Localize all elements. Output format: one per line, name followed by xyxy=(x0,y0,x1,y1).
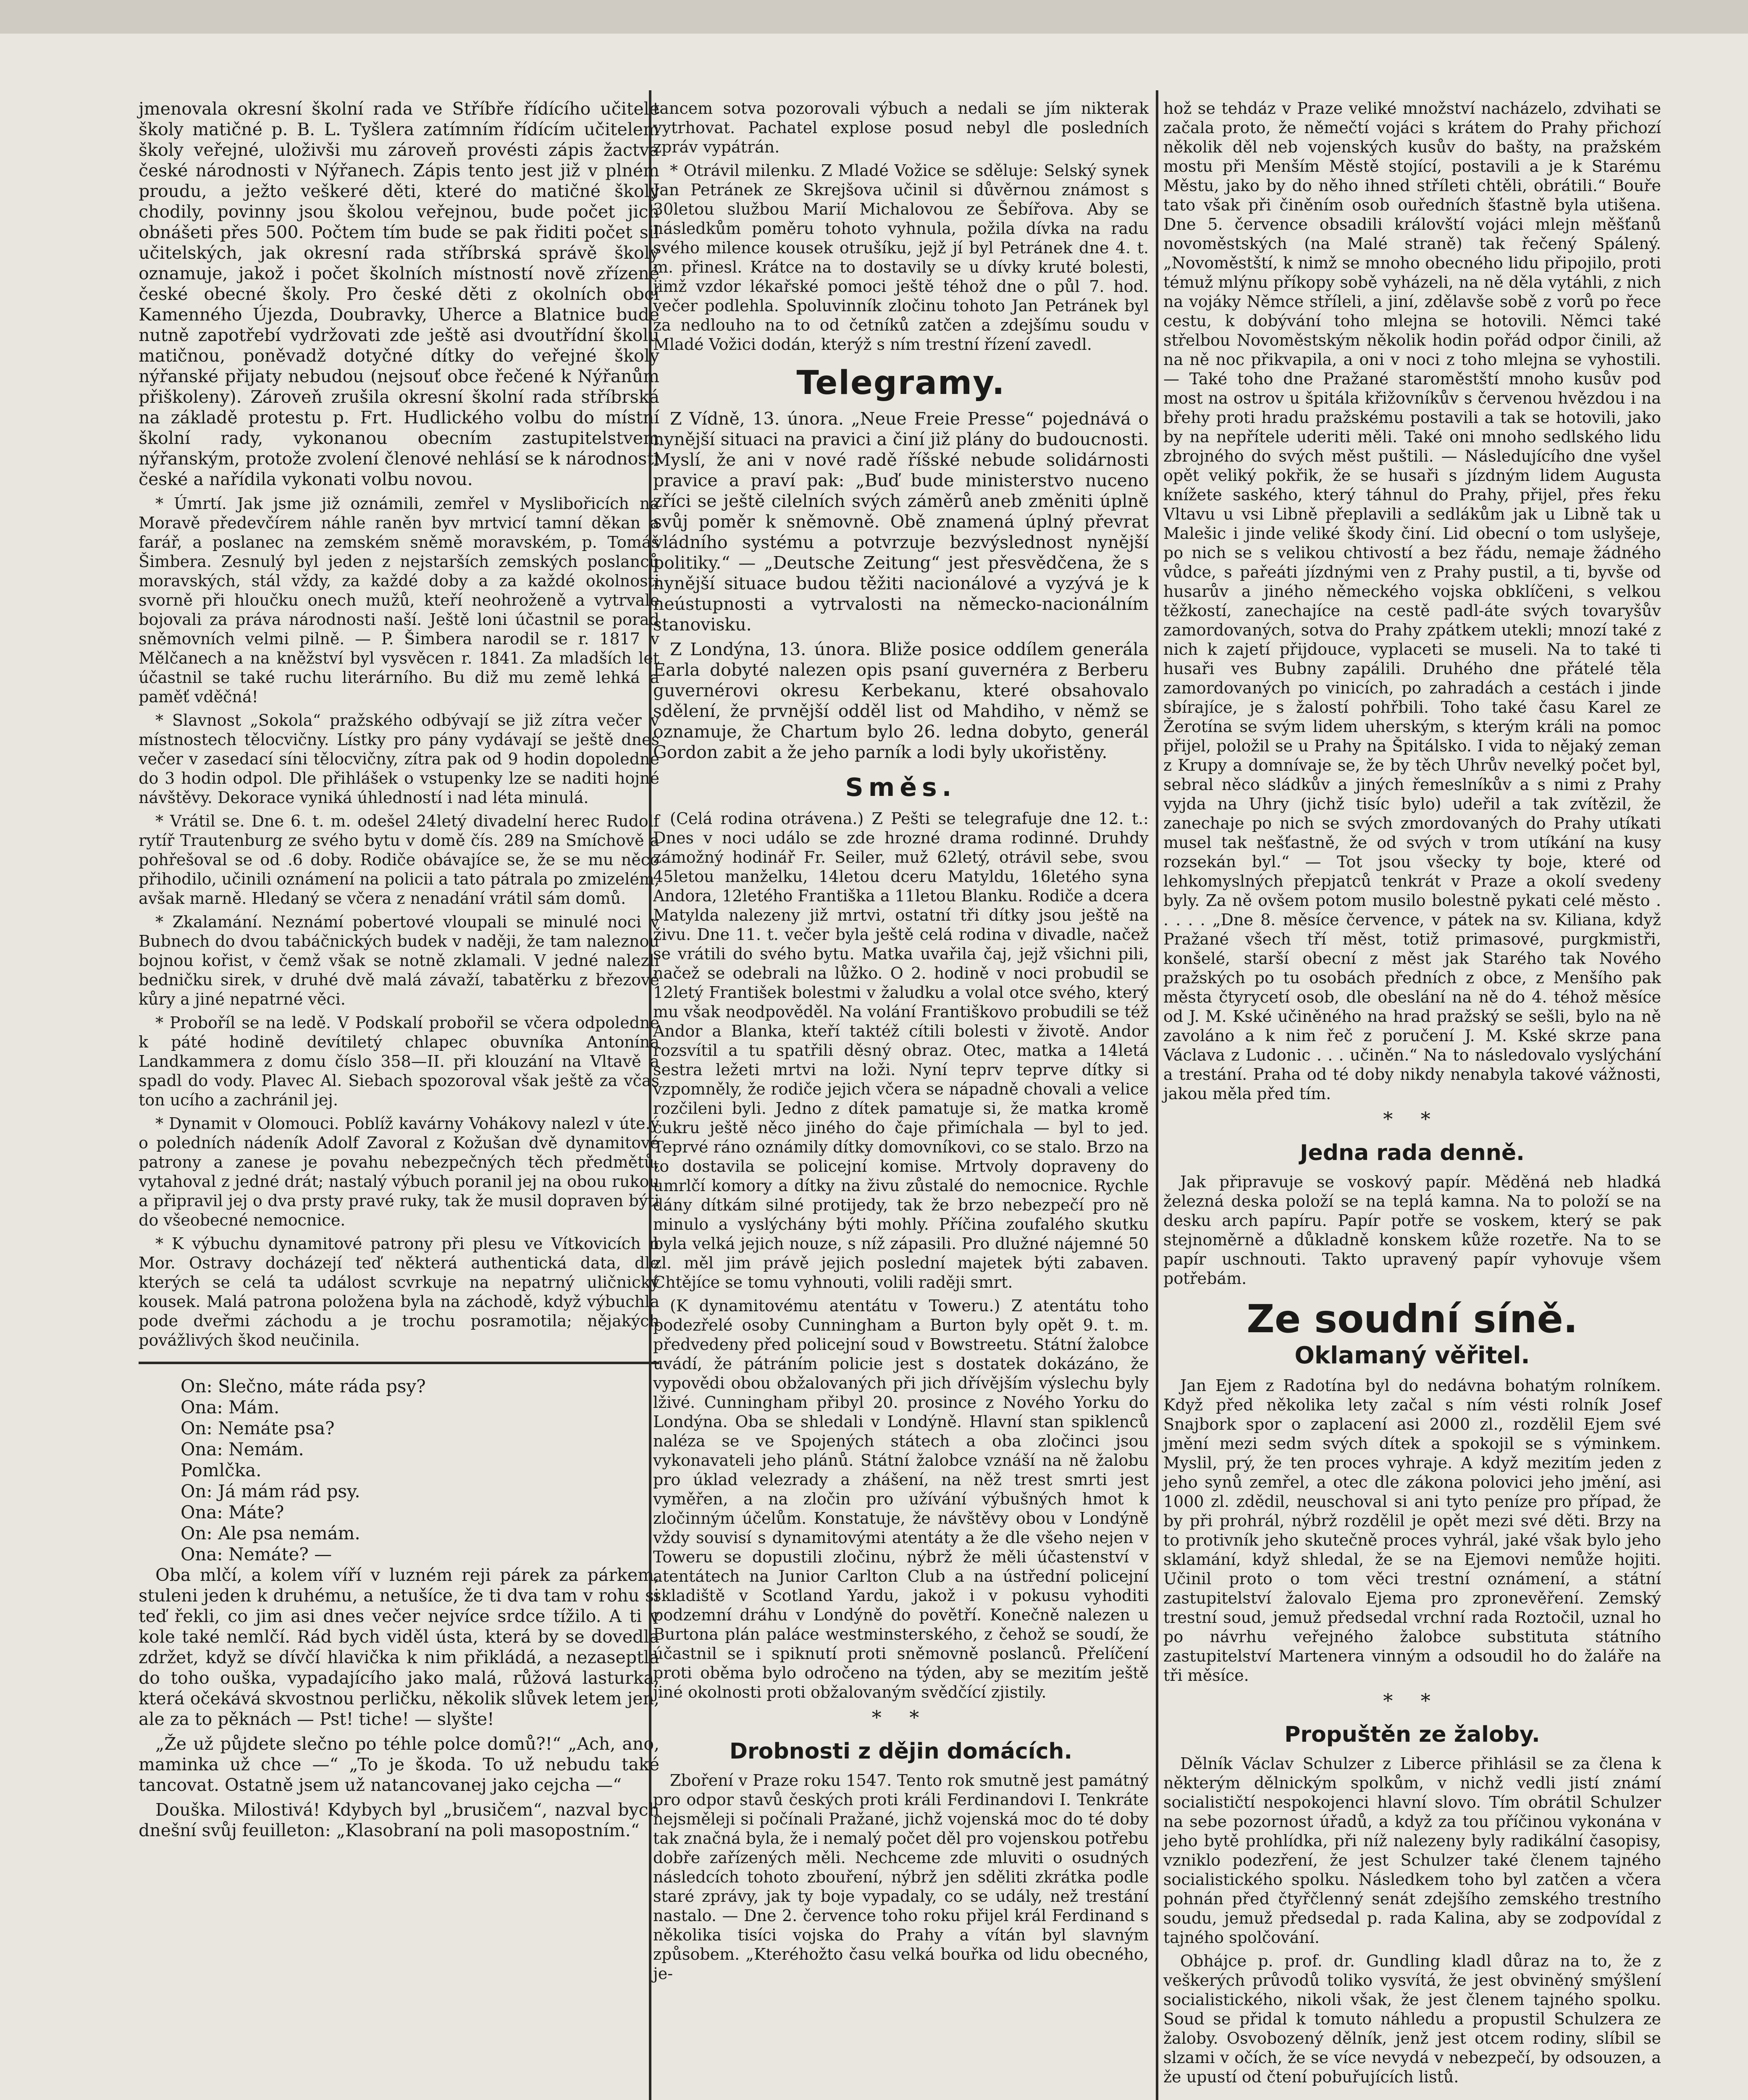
dialog-line: Ona: Mám. xyxy=(181,1397,280,1418)
column-1 xyxy=(139,99,659,1845)
article-propusten: Obhájce p. prof. dr. Gundling kladl důraz na to, že z veškerých průvodů toliko vysvítá, že jest obviněný smýšlení socialistického, nikoli však, že jest členem tajného spolku. Soud se přidal k tomuto náhledu a propustil Schulzera ze žaloby. Osvobozený dělník, jenž jest otcem rodiny, slíbil se slzami v očích, že se více nevydá v nebezpečí, by odsouzen, a že upustí od čtení pobuřujících listů. xyxy=(1163,1952,1661,2086)
feuilleton-paragraph: „Že už půjdete slečno po téhle polce domů?!“ „Ach, ano, maminka už chce —“ „To je škoda. To už nebudu také tancovat. Ostatně jsem už natancovanej jako cejcha —“ xyxy=(139,1734,659,1795)
dialog-line: Ona: Máte? xyxy=(181,1502,284,1522)
section-heading-jedna-rada: Jedna rada denně. xyxy=(1300,1140,1525,1166)
article-rodina-otravena: (Celá rodina otrávena.) Z Pešti se telegrafuje dne 12. t.: Dnes v noci událo se zde hrozné drama rodinné. Druhdy zámožný hodinář Fr. Seiler, muž 62letý, otrávil sebe, svou 45letou manželku, 14letou dceru Matyldu, 16letého syna Andora, 12letého Františka a 11letou Blanku. Rodiče a dcera Matylda nalezeny již mrtvi, ostatní tři dítky jsou ještě na živu. Dne 11. t. večer byla ještě celá rodina v divadle, načež se vrátili do svého bytu. Matka uvařila čaj, jejž všichni pili, načež se odebrali na lůžko. O 2. hodině v noci probudil se 12letý František bolestmi v žaludku a volal otce svého, který mu však neodpověděl. Na volání Františkovo probudili se též Andor a Blanka, kteří taktéž cítili bolesti v životě. Andor rozsvítil a tu spatřili děsný obraz. Otec, matka a 14letá sestra ležeti mrtvi na loži. Nyní teprv teprve dítky si vzpomněly, že rodiče jejich včera se nápadně chovali a velice rozčileni byli. Jedno z dítek pamatuje si, že matka kromě cukru ještě něco jiného do čaje přimíchala — byl to jed. Teprvé ráno oznámily dítky domovníkovi, co se stalo. Brzo na to dostavila se policejní komise. Mrtvoly dopraveny do umrlčí komory a dítky na živu zůstalé do nemocnice. Rychle dány dítkám silné protijedy, tak že brzo nebezpečí pro ně minulo a vyslýchány býti mohly. Příčina zoufalého skutku byla velká jejich nouze, s níž zápasili. Pro dlužné nájemné 50 zl. měl jim právě jejich poslední majetek býti zabaven. Chtějíce se tomu vyhnouti, volili raději smrt. xyxy=(653,809,1149,1292)
article-zboreni: Zboření v Praze roku 1547. Tento rok smutně jest památný pro odpor stavů českých proti králi Ferdinandovi I. Tenkráte nejsměleji si počínali Pražané, jichž vojenská moc do té doby tak značná byla, že i nemalý počet děl pro vojenskou potřebu dobře zařízených měli. Nechceme zde mluviti o osudných následcích tohoto zbouření, nýbrž jen sděliti zkrátka podle staré zprávy, jak ty boje vypadaly, co se udály, než trestání nastalo. — Dne 2. července toho roku přijel král Ferdinand s několika tisíci vojska do Prahy a vítán byl slavným způsobem. „Kteréhožto času velká bouřka od lidu obecného, je- xyxy=(653,1771,1149,1983)
separator-stars: * * xyxy=(871,1706,930,1729)
article-zklamani: * Zkalamání. Neznámí pobertové vloupali se minulé noci v Bubnech do dvou tabáčnických budek v naději, že tam naleznou bojnou kořist, v čemž však se notně zklamali. V jedné nalezli bedničku sirek, v druhé dvě malá závaží, tabatěrku z březové kůry a jiné nepatrné věci. xyxy=(139,913,659,1008)
dialog-line: On: Já mám rád psy. xyxy=(181,1481,360,1502)
dialog-line: Ona: Nemám. xyxy=(181,1439,304,1460)
column-3 xyxy=(1163,99,1661,2091)
article-sokol: * Slavnost „Sokola“ pražského odbývají se již zítra večer v místnostech tělocvičny. Lístky pro pány vydávají se ještě dnes večer v zasedací síni tělocvičny, zítra pak od 9 hodin dopoledne do 3 hodin odpol. Dle přihlášek o vstupenky lze se naditi hojné návštěvy. Dekorace vyniká úhledností i nad léta minulá. xyxy=(139,711,659,807)
section-heading-soudni-sin: Ze soudní síně. xyxy=(1247,1297,1578,1341)
section-divider xyxy=(139,1362,659,1364)
dialog-line: On: Nemáte psa? xyxy=(181,1418,335,1438)
section-heading-drobnosti: Drobnosti z dějin domácích. xyxy=(729,1739,1073,1764)
column-divider xyxy=(1156,90,1158,2100)
page-top-edge xyxy=(0,0,1748,34)
article-paragraph: tancem sotva pozorovali výbuch a nedali se jím nikterak vytrhovat. Pachatel explose posud nebyl dle posledních zpráv vypátrán. xyxy=(653,99,1149,156)
section-heading-telegramy: Telegramy. xyxy=(796,364,1005,402)
telegram-vienna: Z Vídně, 13. února. „Neue Freie Presse“ pojednává o nynější situaci na pravici a činí již plány do budoucnosti. Myslí, že ani v nové radě říšské nebude solidárnosti pravice a praví pak: „Buď bude ministerstvo nuceno zříci se ještě cilelních svých záměrů aneb změniti úplně svůj poměr k sněmovně. Obě znamená úplný převrat vládního systému a potvrzuje bezvýslednost nynější politiky.“ — „Deutsche Zeitung“ jest přesvědčena, že s nynější situace budou těžiti nacionálové a vyzývá je k neústupnosti a vytrvalosti na německo-nacionálním stanovisku. xyxy=(653,409,1149,635)
column-2 xyxy=(653,99,1149,1987)
article-umrti: * Úmrtí. Jak jsme již oznámili, zemřel v Myslibořicích na Moravě předevčírem náhle raněn byv mrtvicí tamní děkan a farář, a poslanec na zemském sněmě moravském, p. Tomáš Šimbera. Zesnulý byl jeden z nejstarších zemských poslanců moravských, stál vždy, za každé doby a za každé okolnosti svorně při hloučku onech mužů, kteří neohroženě a vytrvale bojovali za práva národnosti naší. Ještě loni účastnil se porad sněmovních velmi pilně. — P. Šimbera narodil se r. 1817 v Mělčanech a na kněžství byl vysvěcen r. 1841. Za mladších let účastnil se také ruchu literárního. Bu diž mu země lehká a paměť vděčná! xyxy=(139,494,659,706)
article-paragraph: hož se tehdáz v Praze veliké množství nacházelo, zdvihati se začala proto, že němečtí vojáci s krátem do Prahy přichozí několik děl neb vojenských kusův do bašty, na pražském mostu při Menším Městě stojící, postavili a je k Starému Městu, jako by do něho ihned stříleti chtěli, obrátili.“ Bouře tato však při činěním osob ouředních šťastně byla utišena. Dne 5. července obsadili královští vojáci mlejn měšťanů novoměstských (na Malé straně) tak řečený Spálený. „Novoměstští, k nimž se mnoho obecného lidu připojilo, proti témuž mlýnu příkopy sobě vyházeli, na ně děla vytáhli, z nich na vojáky Němce stříleli, a jiní, zdělavše sobě z vorů po řece cestu, k dobývání toho mlejna se hotovili. Němci také střelbou Novoměstským několik hodin pořád odpor činili, až na ně noc přikvapila, a oni v noci z toho mlejna se vyhostili. — Také toho dne Pražané staroměstští mnoho kusův pod most na ostrov u špitála křižovníkův s červenou hvězdou i na břehy proti hradu pražskému postavili a tak se hotovili, jako by na nepřítele uderiti měli. Také oni mnoho sedlského lidu zbrojného do svých měst puštili. — Následujícího dne vyšel opět veliký pokřik, že se husaři s jízdným lidem Augusta knížete saského, který táhnul do Prahy, přijel, přes řeku Vltavu u vsi Libně přeplavili a sedlákům jak u Libně tak u Malešic i jinde veliké škody činí. Lid obecní o tom uslyšeje, po nich se s velikou chtivostí a bez řádu, nemaje žádného vůdce, s pařeáti jízdnými ven z Prahy pustil, a ti, byvše od husarův a jiného německého vojska obklíčeni, s velkou těžkostí, zanechajíce na cestě padl-áte svých tovaryšův zamordovaných, sotva do Prahy zpátkem utekli; mnozí také z nich k zajetí přijdouce, vyplaceti se museli. Na to také ti husaři ves Bubny zapálili. Druhého dne přátelé těla zamordovaných po vinicích, po zahradách a cestách i jinde sbírajíce, je s žalostí pohřbili. Toho také času Karel ze Žerotína se svým lidem uherským, s kterým králi na pomoc přijel, položil se u Prahy na Špitálsko. I vida to nějaký zeman z Krupy a domnívaje se, že by těch Uhrův nevelký počet byl, sebral něco sládkův a jiných řemeslníkův a s nimi z Prahy vyjda na Uhry (jichž tisíc bylo) udeřil a tak zvítězil, že zanechaje po nich se svých zmordovaných do Prahy utíkati musel tak nešťastně, že od svých v trom utíkání na kusy rozsekán byl.“ — Tot jsou všecky ty boje, které od lehkomyslných přepjatců tenkrát v Praze a okolí svedeny byly. Za ně ovšem potom musilo bolestně pykati celé město . . . . . „Dne 8. měsíce července, v pátek na sv. Kiliana, když Pražané všech tří měst, totiž primasové, purgkmistři, konšelé, starší obecní z měst jak Starého tak Nového pražských po tu osobách předních z obce, z Menšího pak města čtyrycetí osob, dle obeslání na ně do 4. téhož měsíce od J. M. Kské učiněného na hrad pražský se sešli, bylo na ně zavoláno a k nim řeč z poručení J. M. Kské skrze pana Václava z Ludonic . . . učiněn.“ Na to následovalo vyslýchání a trestání. Praha od té doby nikdy nenabyla takové vážnosti, jakou měla před tím. xyxy=(1163,99,1661,1103)
feuilleton-douska: Douška. Milostivá! Kdybych byl „brusičem“, nazval bych dnešní svůj feuilleton: „Klasobraní na poli masopostním.“ xyxy=(139,1800,659,1840)
article-voskovy-papir: Jak připravuje se voskový papír. Měděná neb hladká železná deska položí se na teplá kamna. Na to položí se na desku arch papíru. Papír potře se voskem, který se pak stejnoměrně a důkladně konskem kůže rozetře. Na to se papír uschnouti. Takto upravený papír vyhovuje všem potřebám. xyxy=(1163,1173,1661,1288)
dialog-line: Ona: Nemáte? — xyxy=(181,1544,332,1564)
separator-stars: * * xyxy=(1383,1108,1441,1130)
dialog-line: On: Slečno, máte ráda psy? xyxy=(181,1376,426,1396)
article-propusten: Dělník Václav Schulzer z Liberce přihlásil se za člena k některým dělnickým spolkům, v nichž vedli jistí známí socialističtí nespokojenci hlavní slovo. Tím obrátil Schulzer na sebe pozornost úřadů, a když za tou příčinou vykonána v jeho bytě prohlídka, při níž nalezeny byly radikální časopisy, vzniklo podezření, že jest Schulzer také členem tajného socialistického spolku. Následkem toho byl zatčen a včera pohnán před čtyřčlenný senát zdejšího zemského trestního soudu, jemuž předsedal p. rada Kalina, aby se zodpovídal z tajného spolčování. xyxy=(1163,1754,1661,1947)
subheading-oklamany-veritel: Oklamaný věřitel. xyxy=(1294,1342,1530,1369)
article-vybuch: * K výbuchu dynamitové patrony při plesu ve Vítkovicích n Mor. Ostravy docházejí teď některá authentická data, dle kterých se celá ta událost scvrkuje na nepatrný uličnický kousek. Malá patrona položena byla na záchodě, když výbuchla pode dveřmi záchodu a je trochu posramotila; nějakých povážlivých škod neučinila. xyxy=(139,1234,659,1349)
dialog-line: On: Ale psa nemám. xyxy=(181,1523,360,1544)
article-proboril-se: * Proboříl se na ledě. V Podskalí probořil se včera odpoledne k páté hodině devítiletý chlapec obuvníka Antonína Landkammera z domu číslo 358—II. při klouzání na Vltavě a spadl do vody. Plavec Al. Siebach spozoroval však ještě za včas ton ucího a zachránil jej. xyxy=(139,1013,659,1109)
separator-stars: * * xyxy=(1383,1689,1441,1712)
section-heading-smes: Směs. xyxy=(845,773,957,802)
article-dynamit: * Dynamit v Olomouci. Poblíž kavárny Vohákovy nalezl v úte.ý o poledních nádeník Adolf Zavoral z Kožušan dvě dynamitové patrony a zanese je povahu nebezpečných těch předmětů, vytahoval z jedné drát; nastalý výbuch poranil jej na obou rukou a připravil jej o dva prsty pravé ruky, tak že musil dopraven býti do všeobecné nemocnice. xyxy=(139,1114,659,1229)
article-vratil-se: * Vrátil se. Dne 6. t. m. odešel 24letý divadelní herec Rudolf rytíř Trautenburg ze svého bytu v domě čís. 289 na Smíchově a pohřešoval se od .6 doby. Rodiče obávajíce se, že se mu něco přihodilo, učinili oznámení na policii a tato pátrala po zmizelém, avšak marně. Hledaný se včera z nenadání vrátil sám domů. xyxy=(139,812,659,908)
subheading-propusten: Propuštěn ze žaloby. xyxy=(1284,1722,1540,1747)
telegram-london: Z Londýna, 13. února. Bliže posice oddílem generála Earla dobyté nalezen opis psaní guvernéra z Berberu guvernérovi okresu Kerbekanu, které obsahovalo sdělení, že prvnější odděl list od Mahdiho, v němž se oznamuje, že Chartum bylo 26. ledna dobyto, generál Gordon zabit a že jeho parník a lodi byly ukořistěny. xyxy=(653,639,1149,762)
dialog-line: Pomlčka. xyxy=(181,1460,262,1480)
article-oklamany-veritel: Jan Ejem z Radotína byl do nedávna bohatým rolníkem. Když před několika lety začal s ním vésti rolník Josef Snajbork spor o zaplacení asi 2000 zl., rozdělil Ejem své jmění mezi sedm svých dítek a spokojil se s výminkem. Myslil, prý, že ten proces vyhraje. A když mezitím jeden z jeho synů zemřel, a otec dle zákona polovici jeho jmění, asi 1000 zl. zdědil, neuschoval si ani tyto peníze pro případ, že by při prohrál, nýbrž rozdělil je opět mezi své děti. Brzy na to protivník jeho skutečně proces vyhrál, jaké však bylo jeho sklamání, když shledal, že se na Ejemovi nemůže hojiti. Učinil proto o tom věci trestní oznámení, a státní zastupitelství žalovalo Ejema pro zpronevěření. Zemský trestní soud, jemuž předsedal vrchní rada Roztočil, uznal ho po návrhu veřejného žalobce substituta státního zastupitelství Martenera vinným a odsoudil ho do žaláře na tři měsíce. xyxy=(1163,1376,1661,1685)
article-paragraph: jmenovala okresní školní rada ve Stříbře řídícího učitele školy matičné p. B. L. Tyšlera zatímním řídícím učitelem školy veřejné, uloživši mu zároveň provésti zápis žactva české národnosti v Nýřanech. Zápis tento jest již v plném proudu, a ježto veškeré děti, které do matičné školy chodily, povinny jsou školou veřejnou, bude počet jich obnášeti přes 500. Počtem tím bude se pak řiditi počet sil učitelských, jak okresní rada stříbrská správě školy oznamuje, jakož i počet školních místností nově zřízené české obecné školy. Pro české děti z okolních obcí Kamenného Újezda, Doubravky, Uherce a Blatnice bude nutně zapotřebí vydržovati zde ještě asi dvoutřídní školu matičnou, poněvadž dotyčné dítky do veřejné školy nýřanské přijaty nebudou (nejsouť obce řečené k Nýřanům přiškoleny). Zároveň zrušila okresní školní rada stříbrská na základě protestu p. Frt. Hudlického volbu do místní školní rady, vykonanou obecním zastupitelstvem nýřanským, protože zvolení členové nehlásí se k národnosti české a nařídila vykonati volbu novou. xyxy=(139,99,659,489)
article-otravil: * Otrávil milenku. Z Mladé Vožice se sděluje: Selský synek Jan Petránek ze Skrejšova učinil si důvěrnou známost s 30letou službou Marií Michalovou ze Šebířova. Aby se následkům poměru tohoto vyhnula, požila dívka na radu svého milence kousek otrušíku, jejž jí byl Petránek dne 4. t. m. přinesl. Krátce na to dostavily se u dívky kruté bolesti, jimž vzdor lékařské pomoci ještě téhož dne o půl 7. hod. večer podlehla. Spoluvinník zločinu tohoto Jan Petránek byl za nedlouho na to od četníků zatčen a zdejšímu soudu v Mladé Vožici dodán, kterýž s ním trestní řízení zavedl. xyxy=(653,161,1149,354)
feuilleton-paragraph: Oba mlčí, a kolem víří v luzném reji párek za párkem, stuleni jeden k druhému, a netušíce, že ti dva tam v rohu si teď řekli, co jim asi dnes večer nejvíce srdce tížilo. A ti v kole také nemlčí. Rád bych viděl ústa, která by se dovedla zdržet, když se dívčí hlavička k nim přikládá, a nezaseptla do toho ouška, vypadajícího jako malá, růžová lasturka, která očekává skvostnou perličku, několik slůvek letem jen, ale za to pěknách — Pst! tiche! — slyšte! xyxy=(139,1565,659,1729)
article-tower: (K dynamitovému atentátu v Toweru.) Z atentátu toho podezřelé osoby Cunningham a Burton byly opět 9. t. m. předvedeny před policejní soud v Bowstreetu. Státní žalobce uvádí, že pátráním policie jest s dostatek dokázáno, že vypovědi obou obžalovaných při jich dřívějším výslechu byly lživé. Cunningham přibyl 20. prosince z Nového Yorku do Londýna. Oba se shledali v Londýně. Hlavní stan spiklenců naléza se ve Spojených státech a oba zločinci jsou vykonavateli jeho plánů. Státní žalobce vznáší na ně žalobu pro úklad velezrady a zhášení, na něž trest smrti jest vyměřen, a na zločin pro užívání výbušných hmot k zločinným účelům. Konstatuje, že návštěvy obou v Londýně vždy souvisí s dynamitovými atentáty a že dle všeho nejen v Toweru se dopustili zločinu, nýbrž že měli účastenství v atentátech na Junior Carlton Club a na ústřední policejní skladiště v Scotland Yardu, jakož i v pokusu vyhoditi podzemní dráhu v Londýně do povětří. Konečně nalezen u Burtona plán paláce westminsterského, z čehož se soudí, že účastnil se i spiknutí proti sněmovně poslanců. Přelíčení proti oběma bylo odročeno na týden, aby se mezitím ještě jiné okolnosti proti obžalovaným svědčící zjistily. xyxy=(653,1297,1149,1701)
